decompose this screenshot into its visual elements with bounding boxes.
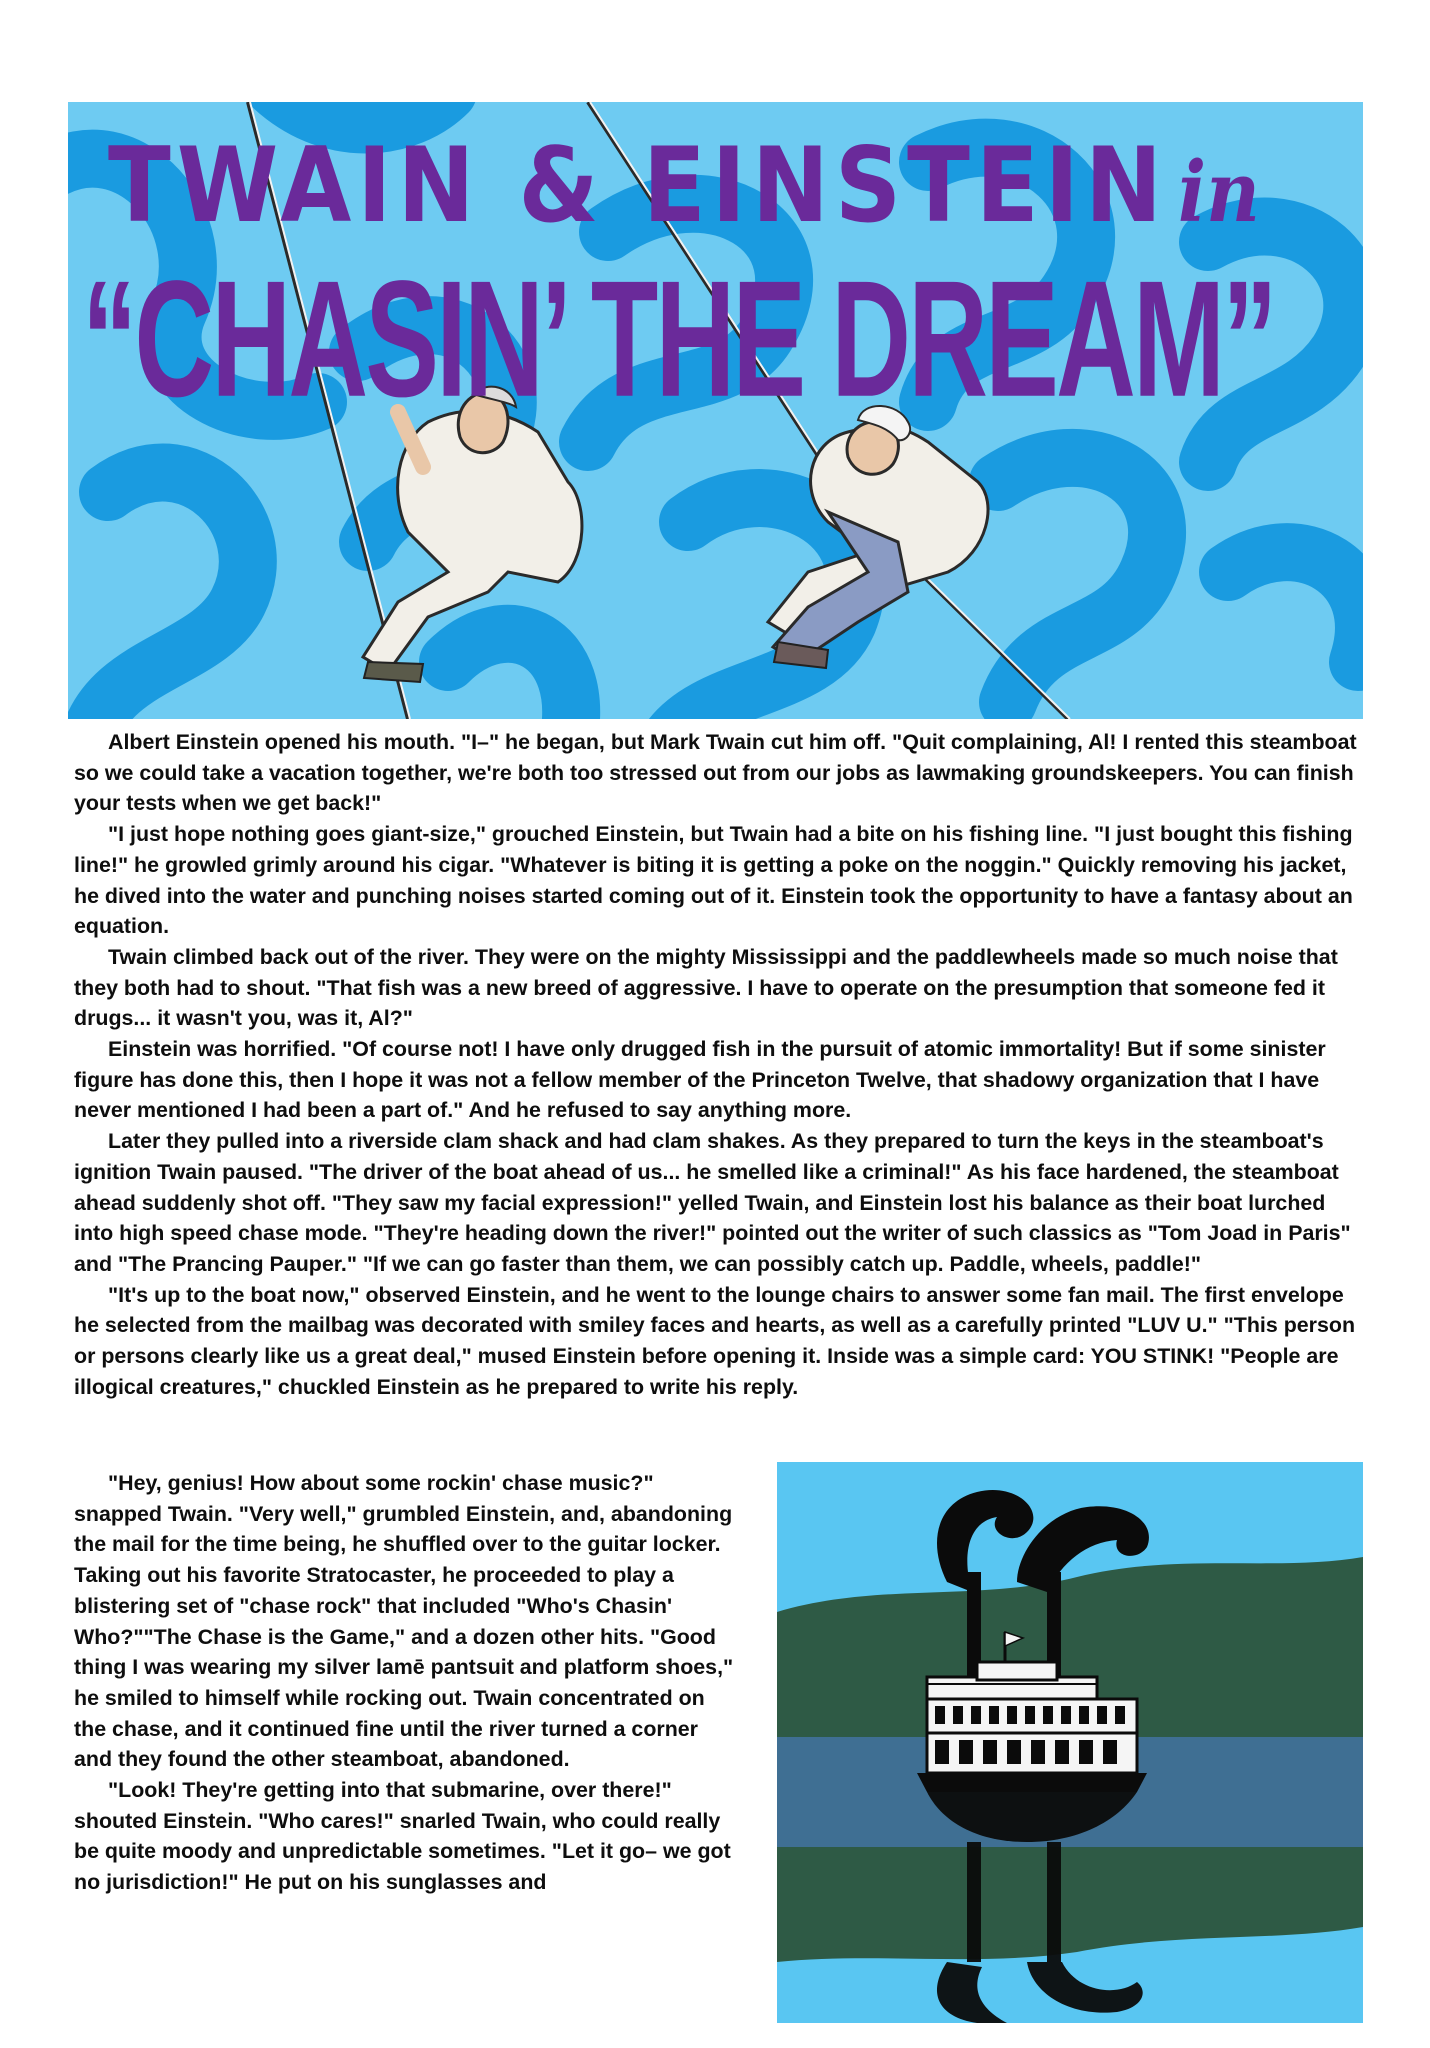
story-paragraph: "I just hope nothing goes giant-size," grouched Einstein, but Twain had a bite on his fishing line. "I just bought this fishing line!" he growled grimly around his cigar. "Whatever is biting it is getting a poke on the noggin." Quickly removing his jacket, he dived into the water and punching noises started coming out of it. Einstein took the opportunity to have a fantasy about an equation. bbox=[74, 822, 1353, 939]
title-banner bbox=[68, 102, 1363, 719]
story-text-bottom bbox=[74, 1468, 734, 1898]
story-paragraph: Later they pulled into a riverside clam shack and had clam shakes. As they prepared to turn the keys in the steamboat's ignition Twain paused. "The driver of the boat ahead of us... he smelled like a criminal!" As his face hardened, the steamboat ahead suddenly shot off. "They saw my facial expression!" yelled Twain, and Einstein lost his balance as their boat lurched into high speed chase mode. "They're heading down the river!" pointed out the writer of such classics as "Tom Joad in Paris" and "The Prancing Pauper." "If we can go faster than them, we can possibly catch up. Paddle, wheels, paddle!" bbox=[74, 1129, 1351, 1276]
title-line-2: “CHASIN’ THE DREAM” bbox=[82, 246, 1275, 432]
title-in-word: in bbox=[1177, 145, 1260, 242]
story-paragraph: "It's up to the boat now," observed Einstein, and he went to the lounge chairs to answer some fan mail. The first envelope he selected from the mailbag was decorated with smiley faces and hearts, as well as a carefully printed "LUV U." "This person or persons clearly like us a great deal," mused Einstein before opening it. Inside was a simple card: YOU STINK! "People are illogical creatures," chuckled Einstein as he prepared to write his reply. bbox=[74, 1282, 1356, 1399]
steamboat-panel bbox=[777, 1462, 1363, 2023]
story-paragraph: Albert Einstein opened his mouth. "I–" he began, but Mark Twain cut him off. "Quit complaining, Al! I rented this steamboat so we could take a vacation together, we're both too stressed out from our jobs as lawmaking groundskeepers. You can finish your tests when we get back!" bbox=[74, 730, 1357, 816]
steamboat-illustration bbox=[777, 1462, 1363, 2023]
story-paragraph: Twain climbed back out of the river. They were on the mighty Mississippi and the paddlewheels made so much noise that they both had to shout. "That fish was a new breed of aggressive. I have to operate on the presumption that someone fed it drugs... it wasn't you, was it, Al?" bbox=[74, 944, 1338, 1031]
title-line-1: TWAIN & EINSTEIN in bbox=[108, 126, 1260, 246]
story-paragraph: "Look! They're getting into that submarine, over there!" shouted Einstein. "Who cares!" snarled Twain, who could really be quite moody and unpredictable sometimes. "Let it go– we got no jurisdiction!" He put on his sunglasses and bbox=[74, 1778, 731, 1895]
story-paragraph: "Hey, genius! How about some rockin' chase music?" snapped Twain. "Very well," grumbled Einstein, and, abandoning the mail for the time being, he shuffled over to the guitar locker. Taking out his favorite Stratocaster, he proceeded to play a blistering set of "chase rock" that included "Who's Chasin' Who?""The Chase is the Game," and a dozen other hits. "Good thing I was wearing my silver lamē pantsuit and platform shoes," he smiled to himself while rocking out. Twain concentrated on the chase, and it continued fine until the river turned a corner and they found the other steamboat, abandoned. bbox=[74, 1471, 734, 1772]
story-text-top bbox=[74, 727, 1364, 1402]
story-paragraph: Einstein was horrified. "Of course not! I have only drugged fish in the pursuit of atomic immortality! But if some sinister figure has done this, then I hope it was not a fellow member of the Princeton Twelve, that shadowy organization that I have never mentioned I had been a part of." And he refused to say anything more. bbox=[74, 1037, 1326, 1123]
